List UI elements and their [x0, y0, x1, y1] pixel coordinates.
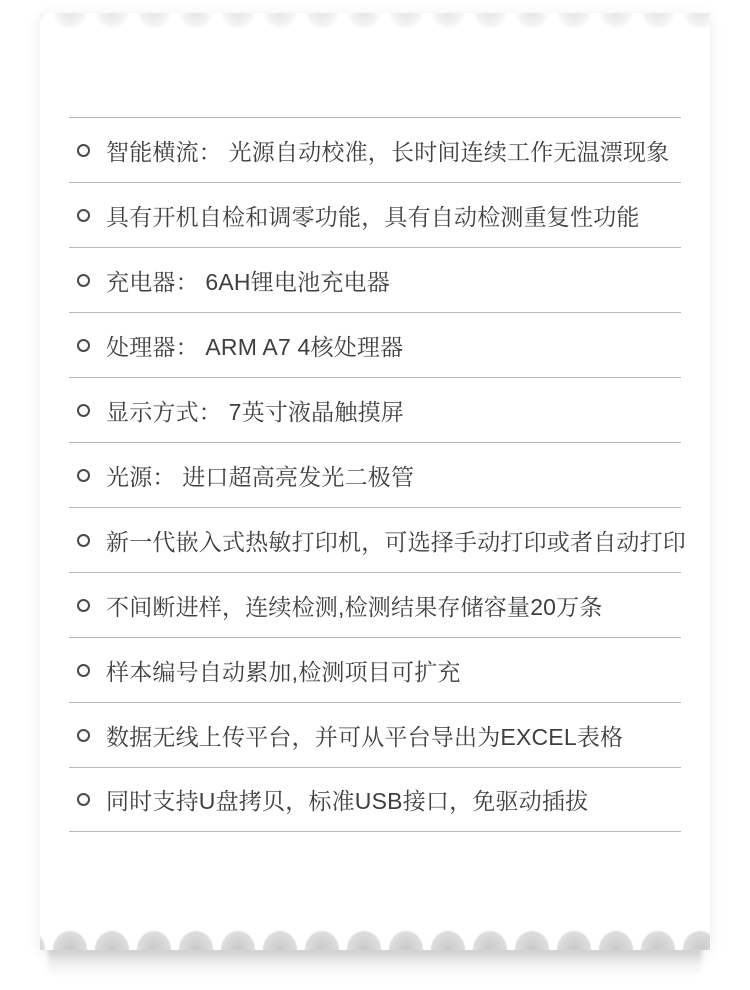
feature-item — [69, 442, 681, 507]
feature-item — [69, 507, 686, 572]
feature-text: 样本编号自动累加,检测项目可扩充 — [106, 658, 461, 685]
paper-card — [40, 13, 710, 950]
circle-bullet-icon — [77, 599, 90, 612]
circle-bullet-icon — [77, 469, 90, 482]
feature-text: 处理器： ARM A7 4核处理器 — [106, 333, 404, 360]
scallop-edge-bottom-icon — [40, 930, 710, 950]
circle-bullet-icon — [77, 144, 90, 157]
card-shadow — [48, 948, 702, 978]
circle-bullet-icon — [77, 729, 90, 742]
feature-item — [69, 377, 681, 442]
feature-list — [69, 117, 686, 832]
feature-item — [69, 247, 681, 312]
feature-text: 充电器： 6AH锂电池充电器 — [106, 268, 390, 295]
feature-text: 新一代嵌入式热敏打印机，可选择手动打印或者自动打印 — [106, 528, 686, 555]
feature-item — [69, 182, 681, 247]
feature-text: 具有开机自检和调零功能，具有自动检测重复性功能 — [106, 203, 640, 230]
circle-bullet-icon — [77, 664, 90, 677]
circle-bullet-icon — [77, 274, 90, 287]
feature-text: 同时支持U盘拷贝，标准USB接口，免驱动插拔 — [106, 788, 589, 814]
feature-item — [69, 117, 681, 182]
circle-bullet-icon — [77, 793, 90, 806]
feature-item — [69, 572, 681, 637]
feature-item — [69, 312, 681, 377]
feature-item — [69, 637, 681, 702]
feature-text: 数据无线上传平台，并可从平台导出为EXCEL表格 — [106, 723, 624, 750]
circle-bullet-icon — [77, 534, 90, 547]
feature-item — [69, 702, 681, 767]
feature-text: 显示方式： 7英寸液晶触摸屏 — [106, 398, 404, 425]
feature-item — [69, 767, 681, 832]
circle-bullet-icon — [77, 404, 90, 417]
feature-text: 不间断进样，连续检测,检测结果存储容量20万条 — [106, 593, 603, 620]
scallop-edge-top-icon — [40, 13, 710, 29]
feature-text: 光源： 进口超高亮发光二极管 — [106, 463, 415, 490]
circle-bullet-icon — [77, 339, 90, 352]
feature-text: 智能横流： 光源自动校准，长时间连续工作无温漂现象 — [106, 138, 670, 165]
circle-bullet-icon — [77, 209, 90, 222]
